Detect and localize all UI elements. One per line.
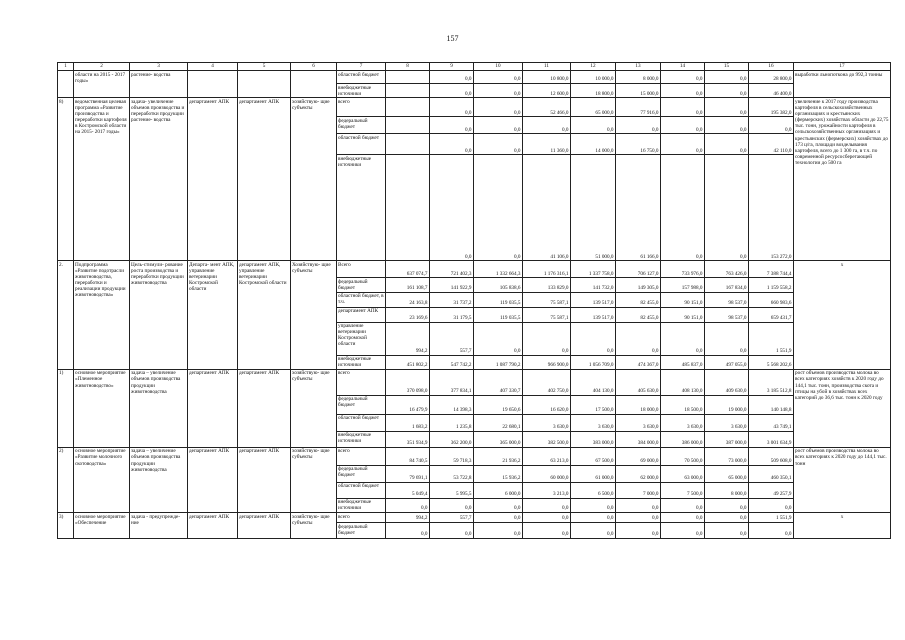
amount-cell: 18 000,0	[616, 395, 661, 414]
amount-cell: 994,2	[386, 513, 430, 523]
amount-cell: 0,0	[523, 117, 571, 134]
executor-cell: департамент АПК	[188, 369, 238, 447]
coexecutor-cell: департамент АПК	[238, 447, 291, 512]
amount-cell: 1 159 558,2	[749, 278, 794, 292]
amount-cell: 46 400,0	[749, 84, 794, 98]
program-name-cell: области на 2015 - 2017 годы»	[74, 71, 130, 98]
table-row	[58, 513, 891, 523]
funding-source-cell: федеральный бюджет	[337, 117, 386, 134]
amount-cell: 139 517,0	[571, 307, 616, 322]
program-name-cell: Подпрограмма «Развитие подотрасли животноводства, переработки и реализации продукции животноводства»	[74, 261, 130, 370]
amount-cell: 70 500,0	[661, 447, 705, 465]
amount-cell: 105 838,6	[474, 278, 523, 292]
row-number-cell: 2)	[58, 447, 74, 512]
amount-cell: 1 235,8	[430, 414, 474, 431]
participant-cell: хозяйствую- щие субъекты	[291, 369, 337, 447]
row-number-cell: 2.	[58, 261, 74, 370]
expected-result-cell: выработки льнопоткона до 992,3 тонны	[794, 71, 891, 98]
amount-cell: 0,0	[705, 498, 749, 512]
amount-cell: 405 630,0	[616, 369, 661, 395]
amount-cell: 0,0	[749, 523, 794, 539]
amount-cell: 0,0	[474, 155, 523, 261]
amount-cell: 0,0	[705, 322, 749, 355]
coexecutor-cell: департамент АПК	[238, 513, 291, 539]
amount-cell: 994,2	[386, 322, 430, 355]
column-number-cell: 4	[188, 63, 238, 71]
amount-cell: 0,0	[430, 71, 474, 84]
amount-cell: 384 000,0	[616, 431, 661, 447]
funding-source-cell: всего	[337, 447, 386, 465]
amount-cell: 5 995,5	[430, 482, 474, 498]
amount-cell: 0,0	[661, 155, 705, 261]
column-number-cell: 13	[616, 63, 661, 71]
amount-cell: 77 916,0	[616, 98, 661, 117]
amount-cell: 49 257,9	[749, 482, 794, 498]
amount-cell: 409 630,0	[705, 369, 749, 395]
amount-cell: 42 110,0	[749, 134, 794, 155]
page-number: 157	[446, 34, 459, 43]
funding-source-cell: всего	[337, 98, 386, 117]
amount-cell: 0,0	[571, 498, 616, 512]
amount-cell: 6 500,0	[571, 482, 616, 498]
amount-cell: 140 148,8	[749, 395, 794, 414]
amount-cell	[386, 71, 430, 84]
amount-cell: 0,0	[616, 117, 661, 134]
amount-cell: 11 360,0	[523, 134, 571, 155]
amount-cell: 21 936,2	[474, 447, 523, 465]
amount-cell	[386, 155, 430, 261]
amount-cell: 22 680,1	[474, 414, 523, 431]
amount-cell: 0,0	[705, 523, 749, 539]
amount-cell: 0,0	[661, 117, 705, 134]
funding-source-cell: всего	[337, 513, 386, 523]
amount-cell: 8 000,0	[705, 482, 749, 498]
amount-cell: 53 722,8	[430, 465, 474, 482]
funding-source-cell: федеральный бюджет	[337, 278, 386, 292]
executor-cell: департамент АПК	[188, 447, 238, 512]
executor-cell: Департа- мент АПК, управление ветеринарии Костромской области	[188, 261, 238, 370]
amount-cell: 14 398,3	[430, 395, 474, 414]
amount-cell: 1 337 758,0	[571, 261, 616, 278]
amount-cell: 660 983,6	[749, 292, 794, 307]
amount-cell: 0,0	[474, 498, 523, 512]
column-number-cell: 12	[571, 63, 616, 71]
amount-cell: 3 630,0	[523, 414, 571, 431]
amount-cell: 1 683,2	[386, 414, 430, 431]
amount-cell: 0,0	[661, 134, 705, 155]
amount-cell: 0,0	[474, 117, 523, 134]
row-number-cell: 1)	[58, 369, 74, 447]
row-number-cell	[58, 71, 74, 98]
amount-cell	[386, 98, 430, 117]
amount-cell: 23 169,6	[386, 307, 430, 322]
amount-cell: 407 330,7	[474, 369, 523, 395]
funding-source-cell: областной бюджет	[337, 134, 386, 155]
amount-cell: 1 551,9	[749, 513, 794, 523]
amount-cell: 0,0	[705, 134, 749, 155]
amount-cell: 474 367,0	[616, 355, 661, 369]
column-number-cell: 5	[238, 63, 291, 71]
amount-cell: 18 800,0	[571, 84, 616, 98]
amount-cell: 0,0	[749, 498, 794, 512]
table-row	[58, 447, 891, 465]
funding-source-cell: федеральный бюджет	[337, 523, 386, 539]
amount-cell: 18 500,0	[661, 395, 705, 414]
coexecutor-cell	[238, 71, 291, 98]
participant-cell: хозяйствую- щие субъекты	[291, 447, 337, 512]
amount-cell: 0,0	[430, 523, 474, 539]
coexecutor-cell: департамент АПК	[238, 98, 291, 261]
amount-cell: 157 988,0	[661, 278, 705, 292]
amount-cell: 0,0	[661, 98, 705, 117]
amount-cell: 0,0	[661, 513, 705, 523]
amount-cell: 451 802,2	[386, 355, 430, 369]
funding-source-cell: Всего	[337, 261, 386, 278]
amount-cell: 0,0	[705, 84, 749, 98]
amount-cell: 62 000,0	[616, 465, 661, 482]
amount-cell: 0,0	[474, 98, 523, 117]
amount-cell: 75 587,1	[523, 307, 571, 322]
amount-cell: 0,0	[474, 523, 523, 539]
amount-cell: 82 455,0	[616, 292, 661, 307]
amount-cell: 377 834,1	[430, 369, 474, 395]
task-cell: задача- увеличение объемов производства и переработки продукции растение- водства	[130, 98, 188, 261]
amount-cell: 6 000,0	[474, 482, 523, 498]
program-name-cell: основное мероприятие «Развитие молочного скотоводства»	[74, 447, 130, 512]
funding-source-cell: внебюджетные источники	[337, 155, 386, 261]
executor-cell: департамент АПК	[188, 513, 238, 539]
column-number-cell: 2	[74, 63, 130, 71]
amount-cell: 0,0	[661, 71, 705, 84]
column-number-cell: 17	[794, 63, 891, 71]
budget-table	[57, 62, 891, 539]
amount-cell: 3 213,0	[523, 482, 571, 498]
amount-cell: 1 551,9	[749, 322, 794, 355]
amount-cell: 17 500,0	[571, 395, 616, 414]
column-number-cell: 14	[661, 63, 705, 71]
amount-cell: 497 055,0	[705, 355, 749, 369]
amount-cell: 59 718,3	[430, 447, 474, 465]
amount-cell: 0,0	[523, 322, 571, 355]
amount-cell: 0,0	[616, 498, 661, 512]
table-row	[58, 261, 891, 278]
participant-cell: хозяйствую- щие субъекты	[291, 513, 337, 539]
amount-cell: 65 000,0	[705, 465, 749, 482]
amount-cell: 16 750,0	[616, 134, 661, 155]
amount-cell: 51 000,0	[571, 155, 616, 261]
amount-cell: 24 163,8	[386, 292, 430, 307]
amount-cell: 0,0	[474, 84, 523, 98]
column-number-cell: 8	[386, 63, 430, 71]
amount-cell: 65 000,0	[571, 98, 616, 117]
amount-cell: 15 936,2	[474, 465, 523, 482]
amount-cell: 98 537,0	[705, 292, 749, 307]
task-cell: растение- водства	[130, 71, 188, 98]
program-name-cell: основное мероприятие «Обеспечение	[74, 513, 130, 539]
amount-cell: 370 098,0	[386, 369, 430, 395]
amount-cell: 149 305,0	[616, 278, 661, 292]
amount-cell: 0,0	[571, 117, 616, 134]
amount-cell: 10 800,0	[523, 71, 571, 84]
amount-cell: 119 035,5	[474, 292, 523, 307]
amount-cell: 387 000,0	[705, 431, 749, 447]
amount-cell: 52 466,0	[523, 98, 571, 117]
amount-cell: 43 749,1	[749, 414, 794, 431]
amount-cell: 557,7	[430, 513, 474, 523]
amount-cell: 0,0	[523, 513, 571, 523]
amount-cell: 8 000,0	[616, 71, 661, 84]
amount-cell: 0,0	[661, 498, 705, 512]
amount-cell: 161 108,7	[386, 278, 430, 292]
participant-cell: Хозяйствую- щие субъекты	[291, 261, 337, 370]
amount-cell: 0,0	[749, 117, 794, 134]
amount-cell: 402 750,0	[523, 369, 571, 395]
amount-cell: 0,0	[474, 513, 523, 523]
amount-cell: 31 737,2	[430, 292, 474, 307]
funding-source-cell: областной бюджет	[337, 414, 386, 431]
expected-result-cell: x	[794, 513, 891, 539]
amount-cell: 63 213,0	[523, 447, 571, 465]
amount-cell: 73 000,0	[705, 447, 749, 465]
funding-source-cell: департамент АПК	[337, 307, 386, 322]
amount-cell: 365 000,0	[474, 431, 523, 447]
amount-cell: 139 517,0	[571, 292, 616, 307]
expected-result-cell: рост объемов производства молока во всех категориях к 2020 году до 144,1 тыс. тонн	[794, 447, 891, 512]
amount-cell: 966 900,0	[523, 355, 571, 369]
amount-cell: 60 000,0	[523, 465, 571, 482]
executor-cell	[188, 71, 238, 98]
column-number-cell: 1	[58, 63, 74, 71]
task-cell: задача - предупрежде- ние	[130, 513, 188, 539]
amount-cell: 63 000,0	[661, 465, 705, 482]
task-cell: задача – увеличение объемов производства продукции животноводства	[130, 447, 188, 512]
amount-cell: 0,0	[571, 513, 616, 523]
amount-cell: 1 176 316,1	[523, 261, 571, 278]
amount-cell: 15 000,0	[616, 84, 661, 98]
amount-cell: 12 600,0	[523, 84, 571, 98]
amount-cell: 61 000,0	[571, 465, 616, 482]
amount-cell: 3 001 634,9	[749, 431, 794, 447]
amount-cell: 547 742,2	[430, 355, 474, 369]
amount-cell: 19 650,6	[474, 395, 523, 414]
amount-cell: 167 834,0	[705, 278, 749, 292]
funding-source-cell: внебюджетные источники	[337, 355, 386, 369]
amount-cell: 16 479,9	[386, 395, 430, 414]
amount-cell: 195 382,0	[749, 98, 794, 117]
amount-cell: 721 402,3	[430, 261, 474, 278]
column-number-cell: 9	[430, 63, 474, 71]
column-number-cell: 16	[749, 63, 794, 71]
amount-cell: 28 800,0	[749, 71, 794, 84]
amount-cell: 733 976,0	[661, 261, 705, 278]
amount-cell: 408 130,0	[661, 369, 705, 395]
amount-cell: 557,7	[430, 322, 474, 355]
table-row	[58, 71, 891, 84]
amount-cell: 0,0	[705, 117, 749, 134]
amount-cell: 10 000,0	[571, 71, 616, 84]
amount-cell: 79 691,1	[386, 465, 430, 482]
task-cell: Цель-стимули- рование роста производства и переработки продукции животноводства	[130, 261, 188, 370]
amount-cell: 67 500,0	[571, 447, 616, 465]
amount-cell: 0,0	[705, 513, 749, 523]
amount-cell: 3 630,0	[616, 414, 661, 431]
row-number-cell: 8)	[58, 98, 74, 261]
funding-source-cell: управление ветеринарии Костромской области	[337, 322, 386, 355]
amount-cell: 7 388 744,4	[749, 261, 794, 278]
amount-cell: 19 000,0	[705, 395, 749, 414]
funding-source-cell: всего	[337, 369, 386, 395]
column-number-cell: 11	[523, 63, 571, 71]
amount-cell: 5 568 202,6	[749, 355, 794, 369]
row-number-cell: 3)	[58, 513, 74, 539]
column-number-cell: 6	[291, 63, 337, 71]
amount-cell: 0,0	[616, 513, 661, 523]
amount-cell: 0,0	[386, 523, 430, 539]
amount-cell: 14 000,0	[571, 134, 616, 155]
amount-cell	[386, 117, 430, 134]
amount-cell: 637 074,7	[386, 261, 430, 278]
program-name-cell: основное мероприятие «Племенное животноводство»	[74, 369, 130, 447]
column-number-cell: 3	[130, 63, 188, 71]
amount-cell: 485 837,0	[661, 355, 705, 369]
amount-cell	[386, 134, 430, 155]
amount-cell: 351 934,9	[386, 431, 430, 447]
program-name-cell: ведомственная целевая программа «Развитие производства и переработки картофеля в Костромской области на 2015- 2017 годы»	[74, 98, 130, 261]
column-number-cell: 15	[705, 63, 749, 71]
funding-source-cell: внебюджетные источники	[337, 431, 386, 447]
amount-cell: 3 185 512,8	[749, 369, 794, 395]
amount-cell: 0,0	[430, 84, 474, 98]
amount-cell: 383 000,0	[571, 431, 616, 447]
amount-cell: 75 587,1	[523, 292, 571, 307]
column-number-cell: 7	[337, 63, 386, 71]
amount-cell: 3 630,0	[661, 414, 705, 431]
amount-cell: 61 166,0	[616, 155, 661, 261]
amount-cell: 84 740,5	[386, 447, 430, 465]
amount-cell: 0,0	[705, 98, 749, 117]
amount-cell: 0,0	[474, 322, 523, 355]
table-row	[58, 369, 891, 395]
amount-cell: 706 127,0	[616, 261, 661, 278]
amount-cell: 0,0	[616, 322, 661, 355]
amount-cell: 460 350,1	[749, 465, 794, 482]
funding-source-cell: внебюджетные источники	[337, 84, 386, 98]
amount-cell: 0,0	[430, 498, 474, 512]
amount-cell: 69 000,0	[616, 447, 661, 465]
amount-cell	[386, 84, 430, 98]
amount-cell: 404 130,0	[571, 369, 616, 395]
amount-cell: 0,0	[661, 322, 705, 355]
amount-cell: 7 000,0	[616, 482, 661, 498]
amount-cell: 0,0	[386, 498, 430, 512]
amount-cell: 0,0	[430, 98, 474, 117]
amount-cell: 659 431,7	[749, 307, 794, 322]
amount-cell: 0,0	[661, 523, 705, 539]
amount-cell: 3 630,0	[705, 414, 749, 431]
amount-cell: 0,0	[571, 523, 616, 539]
amount-cell: 16 620,0	[523, 395, 571, 414]
executor-cell: департамент АПК	[188, 98, 238, 261]
amount-cell: 5 049,4	[386, 482, 430, 498]
amount-cell: 0,0	[474, 71, 523, 84]
coexecutor-cell: департамент АПК	[238, 369, 291, 447]
amount-cell: 41 106,0	[523, 155, 571, 261]
amount-cell: 0,0	[430, 155, 474, 261]
expected-result-cell: увеличение к 2017 году производства картофеля в сельскохозяйственных организациях и крестьянских (фермерских) хозяйствах области до 22,75 тыс. тонн, урожайности картофеля в сельскохозяйственных организациях и крестьянских (фермерских) хозяйствах до 173 ц/га, площади возделывания картофеля, всего до 1 300 га, в т.ч. по современной ресурсосберегающей технологии до 500 га	[794, 98, 891, 261]
amount-cell: 386 000,0	[661, 431, 705, 447]
amount-cell: 0,0	[705, 155, 749, 261]
amount-cell: 141 922,9	[430, 278, 474, 292]
table-row	[58, 98, 891, 117]
amount-cell: 1 056 709,0	[571, 355, 616, 369]
amount-cell: 31 179,5	[430, 307, 474, 322]
funding-source-cell: областной бюджет	[337, 71, 386, 84]
amount-cell: 119 035,5	[474, 307, 523, 322]
amount-cell: 1 332 664,3	[474, 261, 523, 278]
amount-cell: 90 151,0	[661, 292, 705, 307]
amount-cell: 82 455,0	[616, 307, 661, 322]
amount-cell: 0,0	[430, 134, 474, 155]
amount-cell: 0,0	[523, 498, 571, 512]
amount-cell: 0,0	[616, 523, 661, 539]
amount-cell: 763 426,0	[705, 261, 749, 278]
amount-cell: 153 272,0	[749, 155, 794, 261]
amount-cell: 133 829,0	[523, 278, 571, 292]
column-number-row	[58, 63, 891, 71]
expected-result-cell: рост объемов производства молока во всех категориях хозяйств к 2020 году до 144,1 тыс. тонн, производства скота и птицы на убой в хозяйствах всех категорий до 36,6 тыс. тонн к 2020 году	[794, 369, 891, 447]
amount-cell: 141 732,0	[571, 278, 616, 292]
amount-cell: 0,0	[705, 71, 749, 84]
coexecutor-cell: департамент АПК, управление ветеринарии Костромской области	[238, 261, 291, 370]
amount-cell: 382 500,0	[523, 431, 571, 447]
funding-source-cell: внебюджетные источники	[337, 498, 386, 512]
amount-cell: 0,0	[430, 117, 474, 134]
amount-cell: 0,0	[571, 322, 616, 355]
task-cell: задача – увеличение объемов производства продукции животноводства	[130, 369, 188, 447]
funding-source-cell: федеральный бюджет	[337, 395, 386, 414]
participant-cell	[291, 71, 337, 98]
amount-cell: 0,0	[661, 84, 705, 98]
funding-source-cell: федеральный бюджет	[337, 465, 386, 482]
amount-cell: 0,0	[474, 134, 523, 155]
participant-cell: хозяйствую- щие субъекты	[291, 98, 337, 261]
amount-cell: 0,0	[523, 523, 571, 539]
amount-cell: 3 630,0	[571, 414, 616, 431]
amount-cell: 509 608,0	[749, 447, 794, 465]
amount-cell: 7 500,0	[661, 482, 705, 498]
amount-cell: 1 087 790,2	[474, 355, 523, 369]
expected-result-cell: x	[794, 261, 891, 370]
amount-cell: 90 151,0	[661, 307, 705, 322]
funding-source-cell: областной бюджет	[337, 482, 386, 498]
funding-source-cell: областной бюджет, в т.ч.	[338, 293, 384, 306]
amount-cell: 98 537,0	[705, 307, 749, 322]
amount-cell: 362 200,0	[430, 431, 474, 447]
column-number-cell: 10	[474, 63, 523, 71]
